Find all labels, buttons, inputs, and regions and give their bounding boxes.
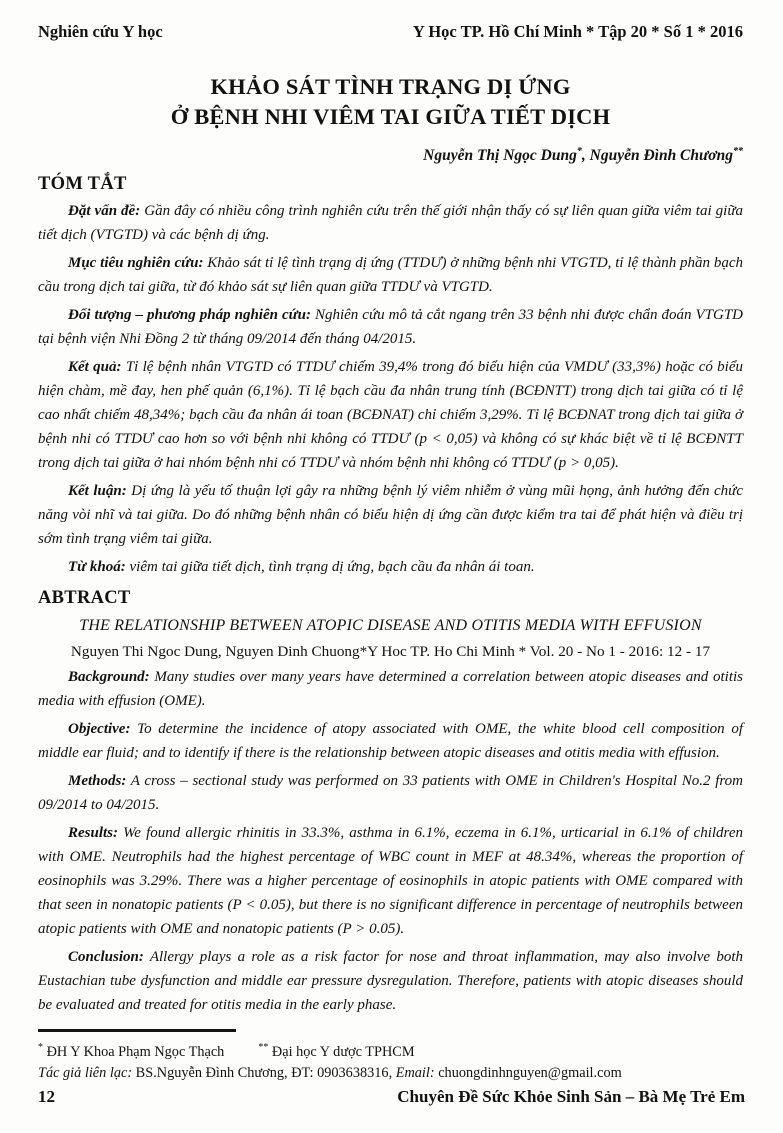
footnotes: [38, 1040, 743, 1085]
affiliation-2: [258, 1041, 415, 1060]
article-title-line2: Ở BỆNH NHI VIÊM TAI GIỮA TIẾT DỊCH: [170, 104, 611, 130]
abstract-paragraph-methods: [38, 769, 743, 817]
paragraph-text: Many studies over many years have determined a correlation between atopic diseases and otitis media with effusion (OME).: [38, 668, 743, 709]
page-number: 12: [38, 1087, 55, 1106]
email-value: chuongdinhnguyen@gmail.com: [434, 1065, 622, 1082]
abstract-heading: ABTRACT: [38, 587, 131, 608]
paragraph-text: Gần đây có nhiều công trình nghiên cứu trên thế giới nhận thấy có sự liên quan giữa viêm tai giữa tiết dịch (VTGTD) và các bệnh dị ứng.: [38, 202, 743, 243]
affiliation-1: [38, 1041, 225, 1060]
abstract-paragraph-background: [38, 665, 743, 713]
journal-header: [38, 22, 743, 42]
paragraph-text: Tỉ lệ bệnh nhân VTGTD có TTDƯ chiếm 39,4% trong đó biểu hiện của VMDƯ (33,3%) hoặc có biểu hiện chàm, mề đay, hen phế quản (6,1%). Tỉ lệ bạch cầu đa nhân trung tính (BCĐNTT) trong dịch tai giữa có tỉ lệ cao nhất chiếm 48,34%; bạch cầu đa nhân ái toan (BCĐNAT) chỉ chiếm 3,29%. Tỉ lệ BCĐNAT trong dịch tai giữa ở bệnh nhi có TTDƯ cao hơn so với bệnh nhi không có TTDƯ (p < 0,05) và không có sự khác biệt về tỉ lệ BCĐNTT trong dịch tai giữa ở hai nhóm bệnh nhi có TTDƯ và nhóm bệnh nhi không có TTDƯ (p > 0,05).: [38, 358, 744, 471]
email-label: Email:: [395, 1065, 435, 1082]
paragraph-lead: Methods:: [68, 772, 127, 789]
paragraph-text: Dị ứng là yếu tố thuận lợi gây ra những bệnh lý viêm nhiễm ở vùng mũi họng, ảnh hưởng đến chức năng vòi nhĩ và tai giữa. Do đó những bệnh nhân có biểu hiện dị ứng cần được kiểm tra tai để phát hiện và điều trị sớm tình trạng viêm tai giữa.: [38, 482, 743, 547]
tomtat-paragraph-muc-tieu: [38, 251, 743, 299]
affiliation-2-text: Đại học Y dược TPHCM: [268, 1043, 415, 1060]
tomtat-paragraph-ket-qua: [38, 355, 743, 475]
article-title: [38, 72, 743, 133]
paragraph-lead: Conclusion:: [68, 948, 144, 965]
header-journal-citation: Y Học TP. Hồ Chí Minh * Tập 20 * Số 1 * 2016: [412, 22, 743, 41]
tomtat-paragraph-tu-khoa: [38, 555, 743, 579]
paragraph-lead: Đối tượng – phương pháp nghiên cứu:: [68, 306, 311, 323]
affiliation-1-text: ĐH Y Khoa Phạm Ngọc Thạch: [43, 1043, 225, 1060]
paragraph-lead: Background:: [68, 668, 150, 685]
affiliation-2-mark: **: [258, 1041, 269, 1053]
footnote-divider: [38, 1029, 236, 1032]
corresponding-author-line: [38, 1063, 743, 1084]
author-2-affiliation-mark: **: [733, 145, 743, 157]
footer-issue-title: Chuyên Đề Sức Khỏe Sinh Sản – Bà Mẹ Trẻ Em: [397, 1087, 745, 1106]
paragraph-text: To determine the incidence of atopy associated with OME, the white blood cell composition of middle ear fluid; and to identify if there is the relationship between atopic diseases and otitis media with effusion.: [38, 720, 743, 761]
paragraph-text: We found allergic rhinitis in 33.3%, asthma in 6.1%, eczema in 6.1%, urticarial in 6.1% of children with OME. Neutrophils had the highest percentage of WBC count in MEF at 48.34%, whereas the proportion of eosinophils was 3.29%. There was a higher percentage of eosinophils in atopic patients with OME compared with that seen in nonatopic patients (P < 0.05), but there is no significant difference in percentage of neutrophils between atopic patients with OME and nonatopic patients (P > 0.05).: [38, 824, 743, 937]
paragraph-lead: Results:: [68, 824, 119, 841]
header-section-label: Nghiên cứu Y học: [38, 22, 163, 41]
tomtat-paragraph-doi-tuong: [38, 303, 743, 351]
author-affiliations: [38, 1040, 743, 1063]
paragraph-lead: Mục tiêu nghiên cứu:: [68, 254, 204, 271]
paragraph-lead: Objective:: [68, 720, 131, 737]
abstract-paragraph-objective: [38, 717, 743, 765]
paragraph-lead: Kết luận:: [68, 482, 127, 499]
page-footer: [38, 1087, 745, 1107]
paragraph-text: Khảo sát tỉ lệ tình trạng dị ứng (TTDƯ) ở những bệnh nhi VTGTD, tỉ lệ thành phần bạch cầu trong dịch tai giữa, từ đó khảo sát sự liên quan giữa TTDƯ và VTGTD.: [38, 254, 743, 295]
author-2: Nguyễn Đình Chương: [589, 146, 733, 164]
author-1-affiliation-mark: *: [576, 145, 582, 157]
contact-label: Tác giả liên lạc:: [38, 1065, 133, 1082]
contact-name-phone: BS.Nguyễn Đình Chương, ĐT: 0903638316,: [132, 1065, 396, 1082]
tomtat-paragraph-dat-van-de: [38, 199, 743, 247]
author-separator: ,: [581, 146, 590, 164]
abstract-paragraph-conclusion: [38, 945, 743, 1017]
abstract-citation-line: Nguyen Thi Ngoc Dung, Nguyen Dinh Chuong*Y Hoc TP. Ho Chi Minh * Vol. 20 - No 1 - 2016: 12 - 17: [70, 642, 711, 660]
paragraph-lead: Đặt vấn đề:: [68, 202, 141, 219]
paragraph-lead: Kết quả:: [68, 358, 122, 375]
author-1: Nguyễn Thị Ngọc Dung: [423, 146, 577, 164]
affiliation-1-mark: *: [38, 1041, 43, 1053]
paragraph-text: Nghiên cứu mô tả cắt ngang trên 33 bệnh nhi được chẩn đoán VTGTD tại bệnh viện Nhi Đồng 2 từ tháng 09/2014 đến tháng 04/2015.: [38, 306, 743, 347]
tomtat-heading: TÓM TẮT: [38, 173, 127, 194]
paragraph-text: Allergy plays a role as a risk factor for nose and throat inflammation, may also involve both Eustachian tube dysfunction and middle ear pressure dysregulation. Therefore, patients with atopic diseases should be evaluated and treated for otitis media in the early phase.: [38, 948, 743, 1013]
paragraph-text: A cross – sectional study was performed on 33 patients with OME in Children's Hospital No.2 from 09/2014 to 04/2015.: [38, 772, 743, 813]
article-title-line1: KHẢO SÁT TÌNH TRẠNG DỊ ỨNG: [210, 74, 571, 99]
paragraph-text: viêm tai giữa tiết dịch, tình trạng dị ứng, bạch cầu đa nhân ái toan.: [125, 558, 535, 575]
abstract-paragraph-results: [38, 821, 743, 941]
tomtat-paragraph-ket-luan: [38, 479, 743, 551]
authors: [38, 146, 743, 165]
paragraph-lead: Từ khoá:: [68, 558, 126, 575]
abstract-english-title: THE RELATIONSHIP BETWEEN ATOPIC DISEASE AND OTITIS MEDIA WITH EFFUSION: [79, 616, 702, 634]
